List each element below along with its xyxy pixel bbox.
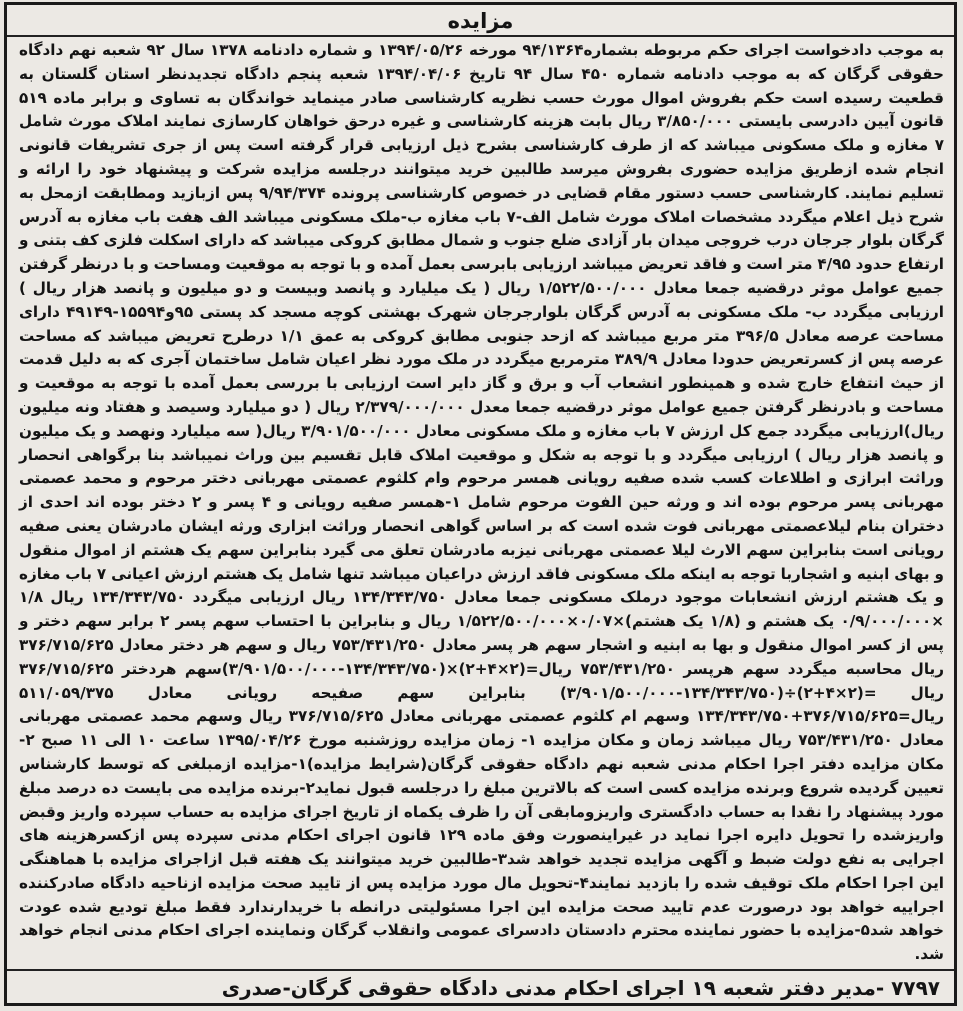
notice-body: به موجب دادخواست اجرای حکم مربوطه بشماره۹۴/۱۳۶۴ مورخه ۱۳۹۴/۰۵/۲۶ و شماره دادنامه ۱۳۷۸ سال ۹۲ شعبه نهم دادگاه حقوقی گرگان که به موجب دادنامه شماره ۴۵۰ سال ۹۴ تاریخ ۱۳۹۴/۰۴/۰۶ شعبه پنجم دادگاه تجدیدنظر استان گلستان به قطعیت رسیده است حکم بفروش اموال مورث حسب نظریه کارشناسی صادر مینماید خواندگان به تساوی و برابر ماده ۵۱۹ قانون آیین دادرسی بایستی ۳/۸۵۰/۰۰۰ ریال بابت هزینه کارشناسی و غیره درحق خواهان کارسازی نمایند املاک مورث شامل ۷ مغازه و ملک مسکونی میباشد که از طرف کارشناسی بشرح ذیل ارزیابی قرار گرفته است پس از جری تشریفات قانونی انجام شده ازطریق مزایده حضوری بفروش میرسد طالبین خرید میتوانند درجلسه مزایده شرکت و پیشنهاد خود را ارائه و تسلیم نمایند. کارشناسی حسب دستور مقام قضایی در خصوص کارشناسی پرونده ۹/۹۴/۳۷۴ پس ازبازید ومطابقت ازمحل به شرح ذیل اعلام میگردد مشخصات املاک مورث شامل الف-۷ باب مغازه ب-ملک مسکونی میباشد الف هفت باب مغازه به آدرس گرگان بلوار جرجان درب خروجی میدان بار آزادی ضلع جنوب و شمال مطابق کروکی میباشد که دارای اسکلت فلزی کف بتنی و ارتفاع حدود ۴/۹۵ متر است و فاقد تعریض میباشد ارزیابی بابرسی بعمل آمده و با توجه به موقعیت ومساحت و با درنظر گرفتن جمیع عوامل موثر درقضیه جمعا معادل ۱/۵۲۲/۵۰۰/۰۰۰ ریال ( یک میلیارد و پانصد وبیست و دو میلیون و پانصد هزار ریال ) ارزیابی میگردد ب- ملک مسکونی به آدرس گرگان بلوارجرجان شهرک بهشتی کوچه مسجد کد پستی ۹۵و۱۵۵۹۴-۴۹۱۴۹ دارای مساحت عرصه معادل ۳۹۶/۵ متر مربع میباشد که ازحد جنوبی مطابق کروکی به عمق ۱/۱ درطرح تعریض میباشد که مساحت عرصه پس از کسرتعریض حدودا معادل ۳۸۹/۹ مترمربع میگردد در ملک مورد نظر اعیان شامل ساختمان آجری که به دلیل قدمت از حیث انتفاع خارج شده و همینطور انشعاب آب و برق و گاز دایر است ارزیابی با بررسی بعمل آمده با توجه به موقعیت و مساحت و بادرنظر گرفتن جمیع عوامل موثر درقضیه جمعا معدل ۲/۳۷۹/۰۰۰/۰۰۰ ریال ( دو میلیارد وسیصد و هفتاد ونه میلیون ریال)ارزیابی میگردد جمع کل ارزش ۷ باب مغازه و ملک مسکونی معادل ۳/۹۰۱/۵۰۰/۰۰۰ ریال( سه میلیارد ونهصد و یک میلیون و پانصد هزار ریال ) ارزیابی میگردد و با توجه به شکل و موقعیت املاک قابل تقسیم بین وراث نمیباشد بنا برگواهی انحصار وراثت ابرازی و اطلاعات کسب شده صفیه رویانی همسر مرحوم وام کلثوم عصمتی مهربانی دختر مرحوم و محمد عصمتی مهربانی پسر مرحوم بوده اند و ورثه حین الفوت مرحوم شامل ۱-همسر صفیه رویانی و ۴ پسر و ۲ دختر بوده اند احدی از دختران بنام لیلاعصمتی مهربانی فوت شده است که بر اساس گواهی انحصار وراثت ابزاری ورثه ایشان مادرشان یعنی صفیه رویانی است بنابراین سهم الارث لیلا عصمتی مهربانی نیزبه مادرشان تعلق می گیرد بنابراین سهم یک هشتم از اموال منقول و بهای ابنیه و اشجاربا توجه به اینکه ملک مسکونی فاقد ارزش دراعیان میباشد تنها شامل یک هشتم ارزش اعیانی ۷ باب مغازه و یک هشتم ارزش انشعابات موجود درملک مسکونی جمعا معادل ۱۳۴/۳۴۳/۷۵۰ ریال ارزیابی میگردد ۱۳۴/۳۴۳/۷۵۰ ریال ۱/۸ ×۰/۹/۰۰۰/۰۰۰ یک هشتم و (۱/۸ یک هشتم)×۰/۰۷×۱/۵۲۲/۵۰۰/۰۰۰ ریال و بنابراین با احتساب سهم پسر ۲ برابر سهم دختر و پس از کسر اموال منقول و بها به ابنیه و اشجار سهم هر پسر معادل ۷۵۳/۴۳۱/۲۵۰ ریال و سهم هر دختر معادل ۳۷۶/۷۱۵/۶۲۵ ریال محاسبه میگردد سهم هرپسر ۷۵۳/۴۳۱/۲۵۰ ریال=(۲×۴+۲)×(۱۳۴/۳۴۳/۷۵۰-۳/۹۰۱/۵۰۰/۰۰۰)سهم هردختر ۳۷۶/۷۱۵/۶۲۵ ریال =(۲×۴+۲)÷(۱۳۴/۳۴۳/۷۵۰-۳/۹۰۱/۵۰۰/۰۰۰) بنابراین سهم صفیحه رویانی معادل ۵۱۱/۰۵۹/۳۷۵ ریال=۳۷۶/۷۱۵/۶۲۵+۱۳۴/۳۴۳/۷۵۰ وسهم ام کلثوم عصمتی مهربانی معادل ۳۷۶/۷۱۵/۶۲۵ ریال وسهم محمد عصمتی مهربانی معادل ۷۵۳/۴۳۱/۲۵۰ ریال میباشد زمان و مکان مزایده ۱- زمان مزایده روزشنبه مورخ ۱۳۹۵/۰۴/۲۶ ساعت ۱۰ الی ۱۱ صبح ۲- مکان مزایده دفتر اجرا احکام مدنی شعبه نهم دادگاه حقوقی گرگان(شرایط مزایده)۱-مزایده ازمبلغی که توسط کارشناس تعیین گردیده شروع وبرنده مزایده کسی است که بالاترین مبلغ را درجلسه قبول نماید۲-برنده مزایده می بایست ده درصد مبلغ مورد پیشنهاد را نقدا به حساب دادگستری واریزومابقی آن را ظرف یکماه از تاریخ اجرای مزایده به حساب سپرده واریز وقبض واریزشده را تحویل دایره اجرا نماید در غیراینصورت وفق ماده ۱۲۹ قانون اجرای احکام مدنی سپرده پس ازکسرهزینه های اجرایی به نفع دولت ضبط و آگهی مزایده تجدید خواهد شد۳-طالبین خرید میتوانند یک هفته قبل ازاجرای مزایده با هماهنگی این اجرا احکام ملک توقیف شده را بازدید نمایند۴-تحویل مال مورد مزایده پس از تایید صحت مزایده ازناحیه دادگاه صادرکننده اجراییه خواهد بود درصورت عدم تایید صحت مزایده این اجرا مسئولیتی درانطه با خریدارندارد فقط مبلغ تودیع شده عودت خواهد شد۵-مزایده با حضور نماینده محترم دادستان دادسرای عمومی وانقلاب گرگان ونماینده اجرای احکام مدنی انجام خواهد شد. [19,41,945,964]
notice-signature: ۷۷۹۷ -مدیر دفتر شعبه ۱۹ اجرای احکام مدنی دادگاه حقوقی گرگان-صدری [221,976,940,1001]
notice-title: مزایده [447,9,514,33]
auction-notice [4,2,957,1006]
title-divider [7,35,954,37]
